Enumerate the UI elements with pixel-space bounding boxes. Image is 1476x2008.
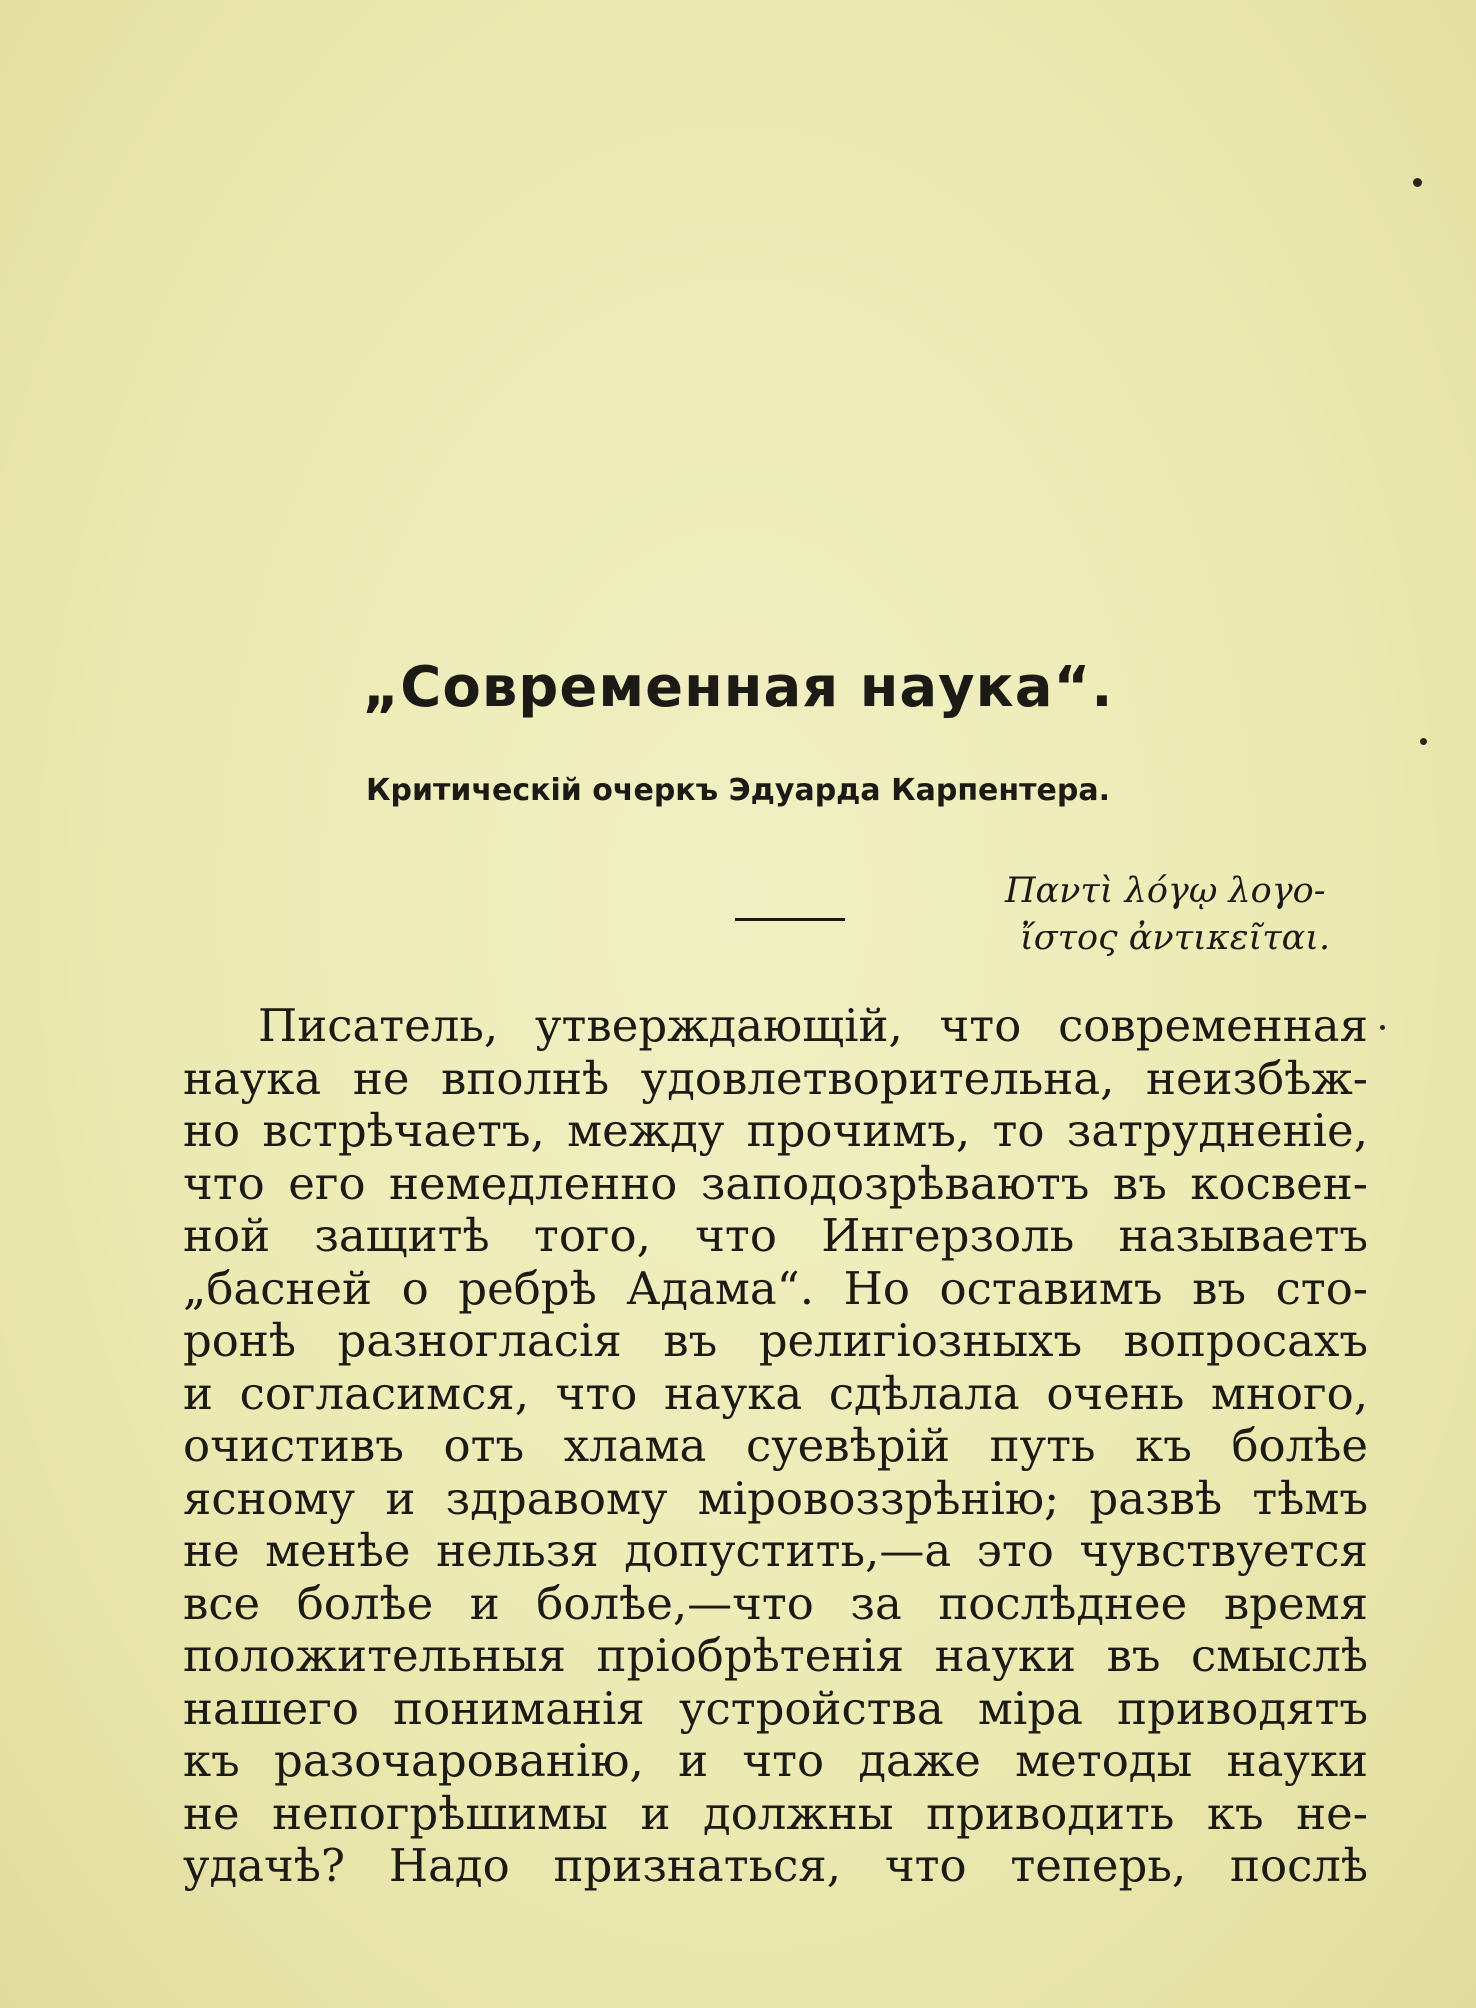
epigraph-line: Παντὶ λόγῳ λογο-	[1005, 871, 1326, 911]
text-line: что его немедленно заподозрѣваютъ въ косвен-	[183, 1156, 1368, 1210]
text-line: нашего пониманія устройства міра приводятъ	[183, 1681, 1368, 1735]
text-line: удачѣ? Надо признаться, что теперь, послѣ	[183, 1839, 1368, 1892]
body-paragraph	[183, 1000, 1368, 1893]
text-line: Писатель, утверждающій, что современная	[258, 999, 1368, 1052]
text-line: не менѣе нельзя допустить,—а это чувствуется	[183, 1524, 1368, 1577]
chapter-subtitle: Критическій очеркъ Эдуарда Карпентера.	[366, 773, 1110, 808]
text-line: ронѣ разногласія въ религіозныхъ вопросахъ	[183, 1314, 1368, 1367]
text-line: „басней о ребрѣ Адама“. Но оставимъ въ сто-	[183, 1261, 1368, 1315]
chapter-title: „Современная наука“.	[362, 655, 1114, 720]
text-line: наука не вполнѣ удовлетворительна, неизбѣж-	[183, 1051, 1368, 1105]
text-line: очистивъ отъ хлама суевѣрій путь къ болѣе	[183, 1419, 1368, 1472]
ink-speck	[1380, 1025, 1385, 1030]
text-line: но встрѣчаетъ, между прочимъ, то затрудненіе,	[183, 1104, 1368, 1157]
text-line: ясному и здравому міровоззрѣнію; развѣ тѣмъ	[183, 1471, 1368, 1525]
ink-speck	[1413, 178, 1422, 187]
epigraph-divider	[735, 918, 845, 921]
text-line: и согласимся, что наука сдѣлала очень много,	[183, 1366, 1368, 1420]
text-line: не непогрѣшимы и должны приводить къ не-	[183, 1786, 1368, 1840]
epigraph	[1005, 868, 1425, 962]
text-line: ной защитѣ того, что Ингерзоль называетъ	[183, 1209, 1368, 1262]
ink-speck	[1420, 738, 1427, 745]
text-line: къ разочарованію, и что даже методы науки	[183, 1734, 1368, 1787]
text-line: все болѣе и болѣе,—что за послѣднее время	[183, 1576, 1368, 1630]
text-line: положительныя пріобрѣтенія науки въ смыслѣ	[183, 1629, 1368, 1682]
epigraph-line: ἴστος ἀντικεῖται.	[1020, 918, 1331, 958]
